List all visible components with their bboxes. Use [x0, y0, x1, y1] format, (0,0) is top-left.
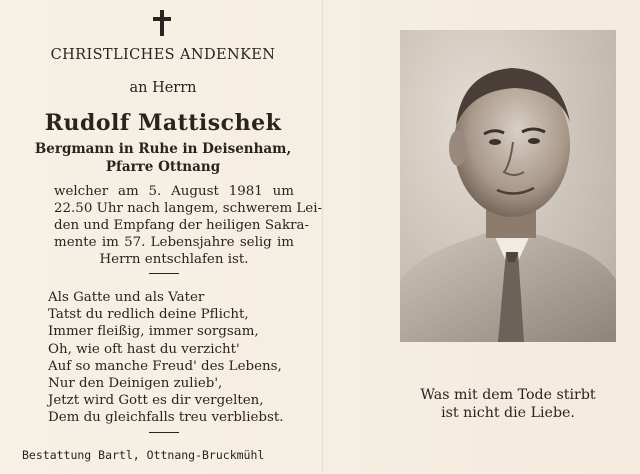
- poem-line: Dem du gleichfalls treu verbliebst.: [48, 410, 284, 426]
- poem-line: Oh, wie oft hast du verzicht': [48, 341, 240, 357]
- poem-line: Auf so manche Freud' des Lebens,: [48, 358, 282, 374]
- portrait-photo: [400, 30, 616, 342]
- obituary-line: Herrn entschlafen ist.: [99, 252, 249, 267]
- occupation-line-1: Bergmann in Ruhe in Deisenham,: [34, 141, 292, 157]
- divider: [149, 273, 179, 274]
- poem-line: Nur den Deinigen zulieb',: [48, 376, 223, 392]
- poem-line: Als Gatte und als Vater: [48, 290, 205, 305]
- heading: CHRISTLICHES ANDENKEN: [50, 47, 276, 63]
- obituary-line: welcher am 5. August 1981 um: [54, 184, 294, 199]
- obituary-paragraph: [54, 183, 323, 268]
- poem: [48, 289, 284, 427]
- deceased-name: Rudolf Mattischek: [44, 110, 282, 136]
- memorial-quote: [390, 386, 626, 422]
- obituary-line: mente im 57. Lebensjahre selig im: [54, 235, 294, 250]
- poem-line: Immer fleißig, immer sorgsam,: [48, 324, 259, 340]
- occupation-line-2: Pfarre Ottnang: [105, 159, 221, 175]
- quote-line: ist nicht die Liebe.: [441, 405, 575, 421]
- funeral-home-footer: Bestattung Bartl, Ottnang-Bruckmühl: [22, 448, 265, 462]
- portrait-image: [400, 30, 616, 342]
- poem-line: Tatst du redlich deine Pflicht,: [48, 307, 249, 323]
- divider: [149, 432, 179, 433]
- intro-text: an Herrn: [129, 80, 197, 96]
- quote-line: Was mit dem Tode stirbt: [420, 387, 596, 403]
- obituary-line: 22.50 Uhr nach langem, schwerem Lei-: [54, 201, 323, 216]
- poem-line: Jetzt wird Gott es dir vergelten,: [48, 393, 264, 409]
- obituary-line: den und Empfang der heiligen Sakra-: [54, 218, 309, 233]
- card-fold-line: [322, 0, 323, 474]
- cross-icon: [152, 10, 172, 36]
